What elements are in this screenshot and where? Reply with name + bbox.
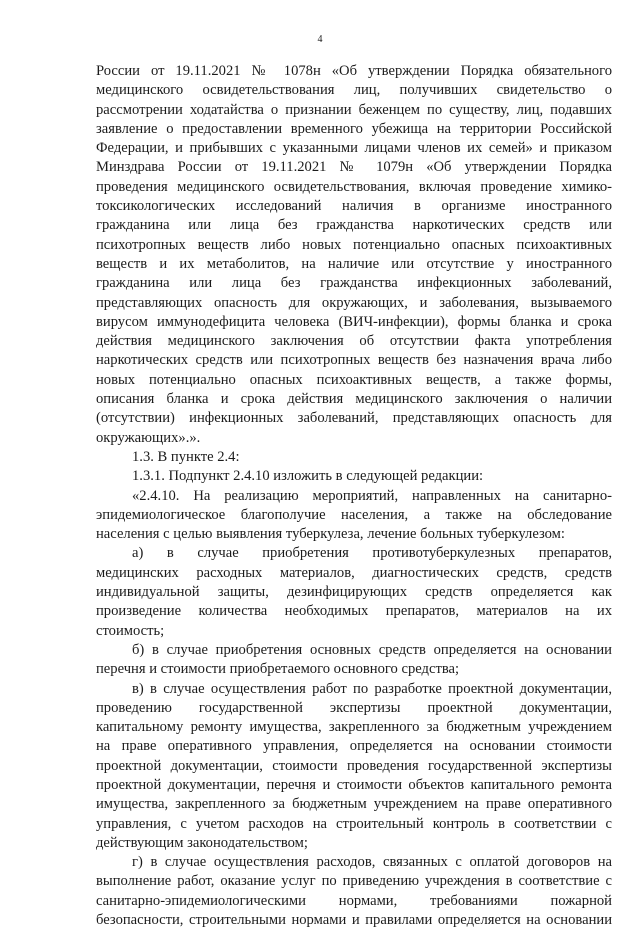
text-line: заявление о предоставлении временного убежища на территории Российской — [96, 120, 612, 137]
text-line: медицинского освидетельствования лиц, получивших свидетельство о — [96, 82, 612, 99]
text-line: наркотических средств или психотропных веществ без назначения врача либо — [96, 352, 612, 369]
text-line: России от 19.11.2021 № 1078н «Об утверждении Порядка обязательного — [96, 63, 612, 79]
text-line: токсикологических исследований наличия в организме иностранного — [96, 198, 612, 215]
text-line: представляющих опасность для окружающих, и заболевания, вызываемого — [96, 294, 612, 311]
text-line: «2.4.10. На реализацию мероприятий, направленных на санитарно- — [132, 487, 612, 504]
text-line: перечня и стоимости приобретаемого основного средства; — [96, 661, 460, 678]
text-line: эпидемиологическое благополучие населения, а также на обследование — [96, 506, 612, 523]
text-line: проектной документации, перечня и стоимости объектов капитального ремонта — [96, 776, 612, 793]
text-line: Минздрава России от 19.11.2021 № 1079н «Об утверждении Порядка — [96, 159, 612, 176]
text-line: выполнение работ, оказание услуг по приведению учреждения в соответствие с — [96, 873, 612, 890]
text-line: индивидуальной защиты, дезинфицирующих средств определяется как — [96, 584, 612, 601]
document-body — [96, 62, 612, 930]
text-line: 1.3.1. Подпункт 2.4.10 изложить в следующей редакции: — [132, 468, 484, 485]
text-line: окружающих».». — [96, 429, 201, 446]
text-line: действующим законодательством; — [96, 834, 308, 851]
text-line: вирусом иммунодефицита человека (ВИЧ-инфекции), формы бланка и срока — [96, 313, 612, 330]
text-line: проектной документации, стоимости проведения государственной экспертизы — [96, 757, 612, 774]
text-line: г) в случае осуществления расходов, связанных с оплатой договоров на — [132, 854, 612, 871]
text-line: капитальному ремонту имущества, закрепленного за бюджетным учреждением — [96, 719, 612, 736]
text-line: новых потенциально опасных психоактивных веществ, а также формы, — [96, 371, 612, 388]
text-line: психотропных веществ либо новых потенциально опасных психоактивных — [96, 236, 612, 253]
text-line: рассмотрении ходатайства о признании беженцем по существу, лиц, подавших — [96, 101, 612, 118]
text-line: управления, с учетом расходов на строительный контроль в соответствии с — [96, 815, 612, 832]
text-line: Федерации, и прибывших с указанными лицами членов их семей» и приказом — [96, 140, 612, 157]
text-line: имущества, закрепленного за бюджетным учреждением на праве оперативного — [96, 796, 612, 813]
text-line: безопасности, строительными нормами и правилами определяется на основании — [96, 912, 612, 929]
text-line: стоимость; — [96, 622, 165, 639]
text-line: медицинских расходных материалов, диагностических средств, средств — [96, 564, 612, 581]
text-line: проведения медицинского освидетельствования, включая проведение химико- — [96, 178, 612, 195]
text-line: описания бланка и срока действия медицинского заключения о наличии — [96, 391, 612, 408]
text-line: б) в случае приобретения основных средств определяется на основании — [132, 641, 612, 658]
text-line: санитарно-эпидемиологическими нормами, требованиями пожарной — [96, 892, 612, 909]
text-line: произведение количества необходимых препаратов, материалов на их — [96, 603, 612, 620]
text-line: (отсутствии) инфекционных заболеваний, представляющих опасность для — [96, 410, 612, 427]
text-line: а) в случае приобретения противотуберкулезных препаратов, — [132, 545, 612, 562]
text-line: действия медицинского заключения об отсутствии факта употребления — [96, 333, 612, 350]
text-line: на праве оперативного управления, определяется на основании стоимости — [96, 738, 612, 755]
text-line: гражданина или лица без гражданства инфекционных заболеваний, — [96, 275, 612, 292]
text-line: в) в случае осуществления работ по разработке проектной документации, — [132, 680, 612, 697]
text-line: гражданина или лица без гражданства наркотических средств или — [96, 217, 612, 234]
text-line: населения с целью выявления туберкулеза, лечение больных туберкулезом: — [96, 526, 565, 543]
page-number: 4 — [317, 34, 323, 45]
text-line: проведению государственной экспертизы проектной документации, — [96, 699, 612, 716]
text-line: 1.3. В пункте 2.4: — [132, 448, 240, 465]
text-line: веществ и их метаболитов, на наличие или отсутствие у иностранного — [96, 255, 612, 272]
